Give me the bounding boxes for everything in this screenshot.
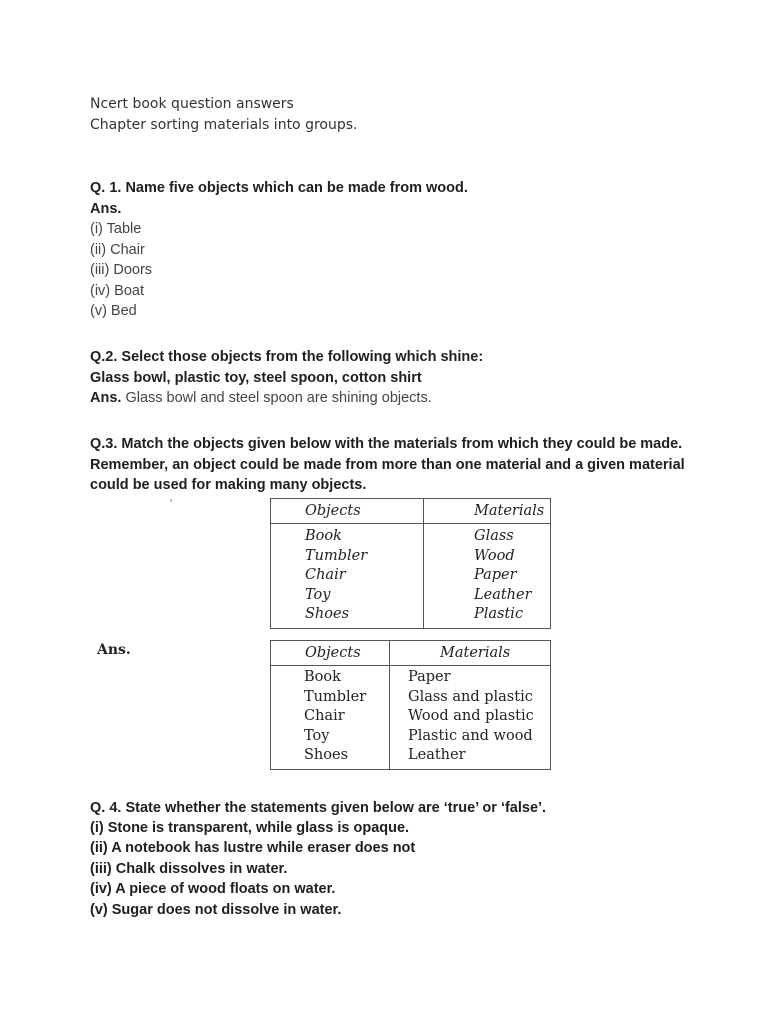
material-cell: Paper [474, 567, 517, 584]
object-cell: Tumbler [304, 688, 367, 705]
object-cell: Book [304, 669, 341, 685]
q3-answer-table [270, 640, 551, 770]
materials-column [424, 524, 551, 629]
q1-ans-label: Ans. [90, 201, 122, 217]
material-cell: Plastic and wood [408, 727, 533, 744]
q2-ans-label: Ans. [90, 390, 122, 406]
q2-answer-line [90, 388, 432, 408]
object-cell: Shoes [304, 747, 349, 764]
q1-answer-item: (iv) Boat [90, 283, 144, 299]
object-cell: Tumbler [305, 547, 368, 564]
material-cell: Leather [408, 747, 466, 764]
q3-question-line: could be used for making many objects. [90, 477, 367, 493]
q1-answer-item: (ii) Chair [90, 242, 145, 258]
table-header-objects: Objects [271, 641, 390, 666]
object-cell: Toy [305, 586, 331, 603]
q1-question: Q. 1. Name five objects which can be made from wood. [90, 180, 468, 196]
object-cell: Chair [305, 567, 346, 584]
q1-answer-item: (i) Table [90, 221, 142, 237]
table-header-objects: Objects [271, 499, 424, 524]
q4-statement: (ii) A notebook has lustre while eraser does not [90, 840, 416, 856]
q2-answer: Glass bowl and steel spoon are shining objects. [125, 390, 432, 406]
header-line-2: Chapter sorting materials into groups. [90, 117, 358, 133]
q4-statement: (v) Sugar does not dissolve in water. [90, 902, 342, 918]
header-line-1: Ncert book question answers [90, 96, 294, 112]
q4-question: Q. 4. State whether the statements given below are ‘true’ or ‘false’. [90, 800, 547, 816]
table-row [271, 666, 551, 770]
objects-column [271, 524, 424, 629]
q1-answer-item: (v) Bed [90, 303, 137, 319]
material-cell: Wood and plastic [408, 708, 534, 725]
table-header-materials: Materials [390, 641, 551, 666]
q2-question: Q.2. Select those objects from the following which shine: [90, 349, 484, 365]
materials-column [390, 666, 551, 770]
q3-question-line: Q.3. Match the objects given below with the materials from which they could be made. [90, 436, 683, 452]
table-row [271, 524, 551, 629]
object-cell: Chair [304, 708, 345, 725]
material-cell: Leather [474, 586, 532, 603]
scan-speck: ‘ [170, 498, 173, 509]
object-cell: Toy [304, 727, 330, 744]
q2-options: Glass bowl, plastic toy, steel spoon, cotton shirt [90, 370, 422, 386]
table-header-row [271, 641, 551, 666]
material-cell: Plastic [474, 606, 524, 623]
material-cell: Paper [408, 669, 451, 685]
q1-answer-item: (iii) Doors [90, 262, 153, 278]
q3-ans-label: Ans. [97, 642, 131, 658]
material-cell: Wood [474, 547, 515, 564]
material-cell: Glass [474, 528, 514, 544]
object-cell: Shoes [305, 606, 350, 623]
q4-statement: (iv) A piece of wood floats on water. [90, 881, 336, 897]
object-cell: Book [305, 528, 342, 544]
q4-statement: (i) Stone is transparent, while glass is opaque. [90, 820, 410, 836]
material-cell: Glass and plastic [408, 688, 533, 705]
q3-match-table [270, 498, 551, 629]
table-header-materials: Materials [424, 499, 551, 524]
q3-question-line: Remember, an object could be made from more than one material and a given material [90, 457, 685, 473]
table-header-row [271, 499, 551, 524]
q4-statement: (iii) Chalk dissolves in water. [90, 861, 288, 877]
objects-column [271, 666, 390, 770]
